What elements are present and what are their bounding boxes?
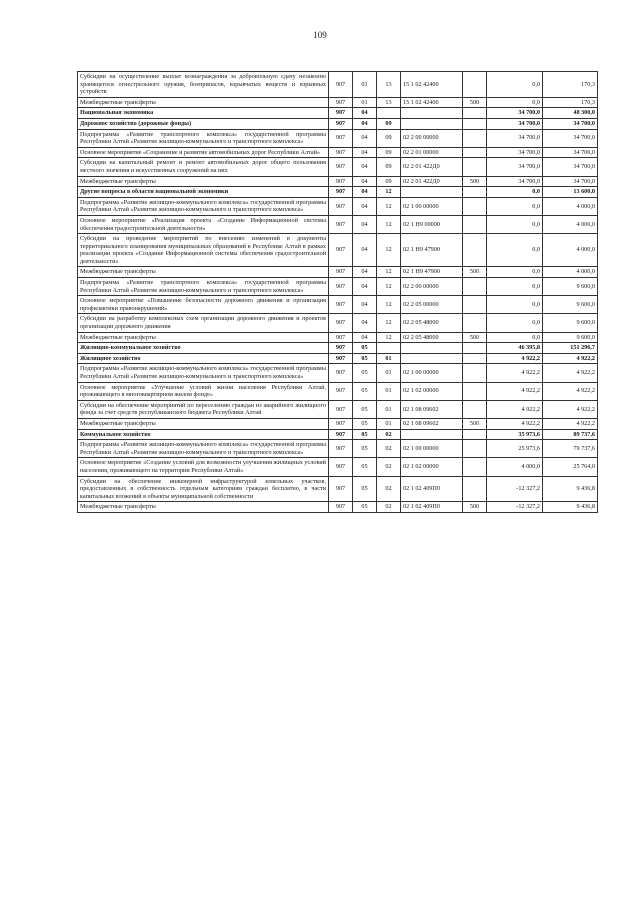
amount-year2-cell: 4 922,2 — [543, 400, 598, 418]
amount-year1-cell: 4 922,2 — [487, 382, 543, 400]
target-article-cell: 02 1 Н9 00000 — [401, 215, 463, 233]
ministry-code-cell: 907 — [329, 429, 353, 440]
subsection-code-cell: 09 — [377, 118, 401, 129]
section-code-cell: 05 — [353, 400, 377, 418]
subsection-code-cell — [377, 108, 401, 119]
amount-year2-cell: 9 600,0 — [543, 332, 598, 343]
section-code-cell: 05 — [353, 343, 377, 354]
amount-year2-cell: 4 000,0 — [543, 234, 598, 267]
amount-year2-cell: 34 700,0 — [543, 158, 598, 176]
ministry-code-cell: 907 — [329, 158, 353, 176]
target-article-cell: 02 2 01 422Д0 — [401, 158, 463, 176]
section-code-cell: 04 — [353, 278, 377, 296]
table-row — [78, 72, 598, 98]
table-row — [78, 187, 598, 198]
expense-name-cell: Межбюджетные трансферты — [78, 267, 329, 278]
subsection-code-cell: 12 — [377, 197, 401, 215]
amount-year1-cell: -12 327,2 — [487, 476, 543, 502]
subsection-code-cell: 01 — [377, 364, 401, 382]
table-row — [78, 129, 598, 147]
target-article-cell: 02 1 08 09602 — [401, 418, 463, 429]
target-article-cell: 02 1 02 409П0 — [401, 502, 463, 513]
section-code-cell: 04 — [353, 332, 377, 343]
amount-year1-cell: 34 700,0 — [487, 176, 543, 187]
ministry-code-cell: 907 — [329, 364, 353, 382]
expense-name-cell: Подпрограмма «Развитие жилищно-коммунального комплекса» государственной программы Республики Алтай «Развитие жилищно-коммунального и транспортного комплекса» — [78, 440, 329, 458]
amount-year1-cell: 4 922,2 — [487, 418, 543, 429]
section-code-cell: 04 — [353, 234, 377, 267]
amount-year1-cell: 0,0 — [487, 97, 543, 108]
amount-year1-cell: 0,0 — [487, 332, 543, 343]
table-row — [78, 296, 598, 314]
amount-year1-cell: 34 700,0 — [487, 129, 543, 147]
amount-year2-cell: 170,3 — [543, 72, 598, 98]
target-article-cell — [401, 187, 463, 198]
expense-name-cell: Подпрограмма «Развитие транспортного комплекса» государственной программы Республики Алтай «Развитие жилищно-коммунального и транспортного комплекса» — [78, 129, 329, 147]
expense-type-cell — [463, 458, 487, 476]
ministry-code-cell: 907 — [329, 458, 353, 476]
amount-year1-cell: 0,0 — [487, 296, 543, 314]
ministry-code-cell: 907 — [329, 118, 353, 129]
amount-year2-cell: 9 436,8 — [543, 502, 598, 513]
ministry-code-cell: 907 — [329, 278, 353, 296]
target-article-cell: 02 1 00 00000 — [401, 440, 463, 458]
target-article-cell: 02 2 05 48000 — [401, 332, 463, 343]
subsection-code-cell: 12 — [377, 234, 401, 267]
table-row — [78, 234, 598, 267]
table-row — [78, 97, 598, 108]
expense-name-cell: Субсидии на проведение мероприятий по внесению изменений в документы территориального планирования муниципальных образований в Республике Алтай в рамках реализации проекта «Создание Информационной системы обеспечения градостроительной деятельности» — [78, 234, 329, 267]
expense-name-cell: Основное мероприятие «Создание условий для возможности улучшения жилищных условий населения, проживающего на территории Республики Алтай» — [78, 458, 329, 476]
ministry-code-cell: 907 — [329, 418, 353, 429]
target-article-cell: 02 1 00 00000 — [401, 364, 463, 382]
amount-year2-cell: 4 000,0 — [543, 215, 598, 233]
expense-type-cell — [463, 215, 487, 233]
table-row — [78, 176, 598, 187]
table-row — [78, 440, 598, 458]
amount-year2-cell: 25 764,0 — [543, 458, 598, 476]
subsection-code-cell: 02 — [377, 476, 401, 502]
subsection-code-cell: 13 — [377, 72, 401, 98]
subsection-code-cell: 09 — [377, 129, 401, 147]
ministry-code-cell: 907 — [329, 197, 353, 215]
amount-year1-cell: 0,0 — [487, 314, 543, 332]
table-row — [78, 197, 598, 215]
section-code-cell: 04 — [353, 147, 377, 158]
ministry-code-cell: 907 — [329, 296, 353, 314]
target-article-cell: 02 1 02 00000 — [401, 458, 463, 476]
target-article-cell: 02 1 00 00000 — [401, 197, 463, 215]
target-article-cell — [401, 429, 463, 440]
section-code-cell: 05 — [353, 458, 377, 476]
amount-year2-cell: 4 922,2 — [543, 353, 598, 364]
table-row — [78, 215, 598, 233]
amount-year2-cell: 9 436,8 — [543, 476, 598, 502]
expense-name-cell: Межбюджетные трансферты — [78, 332, 329, 343]
section-code-cell: 05 — [353, 353, 377, 364]
amount-year1-cell: 4 922,2 — [487, 353, 543, 364]
table-row — [78, 267, 598, 278]
table-row — [78, 400, 598, 418]
subsection-code-cell: 12 — [377, 215, 401, 233]
ministry-code-cell: 907 — [329, 476, 353, 502]
section-code-cell: 05 — [353, 429, 377, 440]
section-code-cell: 05 — [353, 502, 377, 513]
section-code-cell: 04 — [353, 215, 377, 233]
expense-type-cell — [463, 108, 487, 119]
expense-name-cell: Субсидии на капитальный ремонт и ремонт автомобильных дорог общего пользования местного значения и искусственных сооружений на них — [78, 158, 329, 176]
amount-year2-cell: 89 737,6 — [543, 429, 598, 440]
expense-name-cell: Основное мероприятие «Реализация проекта «Создание Информационной системы обеспечения градостроительной деятельности» — [78, 215, 329, 233]
expense-name-cell: Основное мероприятие «Сохранение и развитие автомобильных дорог Республики Алтай» — [78, 147, 329, 158]
table-row — [78, 418, 598, 429]
amount-year1-cell: 4 922,2 — [487, 400, 543, 418]
target-article-cell: 02 2 00 00000 — [401, 129, 463, 147]
amount-year1-cell: 0,0 — [487, 187, 543, 198]
amount-year1-cell: 0,0 — [487, 215, 543, 233]
ministry-code-cell: 907 — [329, 267, 353, 278]
table-row — [78, 382, 598, 400]
amount-year2-cell: 48 300,0 — [543, 108, 598, 119]
subsection-code-cell: 01 — [377, 353, 401, 364]
ministry-code-cell: 907 — [329, 176, 353, 187]
subsection-code-cell: 13 — [377, 97, 401, 108]
section-code-cell: 05 — [353, 418, 377, 429]
section-code-cell: 01 — [353, 72, 377, 98]
section-code-cell: 04 — [353, 267, 377, 278]
target-article-cell: 02 1 Н9 47900 — [401, 267, 463, 278]
expense-name-cell: Межбюджетные трансферты — [78, 176, 329, 187]
expense-name-cell: Основное мероприятие «Улучшение условий жизни населения Республики Алтай, проживающего в многоквартирном жилом фонде» — [78, 382, 329, 400]
subsection-code-cell: 01 — [377, 382, 401, 400]
amount-year1-cell: 25 973,6 — [487, 440, 543, 458]
subsection-code-cell: 02 — [377, 429, 401, 440]
amount-year2-cell: 4 922,2 — [543, 382, 598, 400]
amount-year1-cell: 34 700,0 — [487, 118, 543, 129]
expense-name-cell: Жилищно-коммунальное хозяйство — [78, 343, 329, 354]
subsection-code-cell: 01 — [377, 418, 401, 429]
expense-type-cell: 500 — [463, 332, 487, 343]
amount-year2-cell: 4 922,2 — [543, 418, 598, 429]
section-code-cell: 05 — [353, 440, 377, 458]
subsection-code-cell — [377, 343, 401, 354]
amount-year1-cell: -12 327,2 — [487, 502, 543, 513]
section-code-cell: 05 — [353, 382, 377, 400]
table-row — [78, 158, 598, 176]
subsection-code-cell: 12 — [377, 187, 401, 198]
expense-type-cell: 500 — [463, 267, 487, 278]
target-article-cell — [401, 108, 463, 119]
section-code-cell: 04 — [353, 118, 377, 129]
expense-type-cell — [463, 382, 487, 400]
target-article-cell: 02 2 01 422Д0 — [401, 176, 463, 187]
expense-name-cell: Межбюджетные трансферты — [78, 97, 329, 108]
expense-type-cell — [463, 296, 487, 314]
target-article-cell: 02 2 05 00000 — [401, 296, 463, 314]
amount-year1-cell: 34 700,0 — [487, 108, 543, 119]
amount-year1-cell: 46 395,8 — [487, 343, 543, 354]
ministry-code-cell: 907 — [329, 108, 353, 119]
expense-name-cell: Подпрограмма «Развитие жилищно-коммунального комплекса» государственной программы Республики Алтай «Развитие жилищно-коммунального и транспортного комплекса» — [78, 364, 329, 382]
ministry-code-cell: 907 — [329, 147, 353, 158]
expense-type-cell — [463, 118, 487, 129]
expense-type-cell — [463, 197, 487, 215]
amount-year2-cell: 170,3 — [543, 97, 598, 108]
expense-type-cell: 500 — [463, 176, 487, 187]
expense-name-cell: Национальная экономика — [78, 108, 329, 119]
section-code-cell: 01 — [353, 97, 377, 108]
amount-year2-cell: 4 000,0 — [543, 197, 598, 215]
amount-year1-cell: 0,0 — [487, 234, 543, 267]
expense-type-cell — [463, 400, 487, 418]
subsection-code-cell: 09 — [377, 147, 401, 158]
amount-year2-cell: 9 600,0 — [543, 296, 598, 314]
section-code-cell: 04 — [353, 108, 377, 119]
target-article-cell: 02 1 08 09602 — [401, 400, 463, 418]
table-row — [78, 332, 598, 343]
expense-name-cell: Подпрограмма «Развитие жилищно-коммунального комплекса» государственной программы Республики Алтай «Развитие жилищно-коммунального и транспортного комплекса» — [78, 197, 329, 215]
subsection-code-cell: 12 — [377, 332, 401, 343]
table-row — [78, 147, 598, 158]
expense-name-cell: Дорожное хозяйство (дорожные фонды) — [78, 118, 329, 129]
expense-name-cell: Межбюджетные трансферты — [78, 502, 329, 513]
subsection-code-cell: 12 — [377, 296, 401, 314]
amount-year1-cell: 4 000,0 — [487, 458, 543, 476]
table-row — [78, 429, 598, 440]
expense-name-cell: Коммунальное хозяйство — [78, 429, 329, 440]
expense-type-cell — [463, 353, 487, 364]
subsection-code-cell: 09 — [377, 176, 401, 187]
expense-type-cell — [463, 129, 487, 147]
expense-type-cell — [463, 429, 487, 440]
amount-year1-cell: 0,0 — [487, 72, 543, 98]
target-article-cell — [401, 343, 463, 354]
target-article-cell: 02 1 Н9 47900 — [401, 234, 463, 267]
expense-name-cell: Основное мероприятие «Повышение безопасности дорожного движения и организация профилактики правонарушений» — [78, 296, 329, 314]
target-article-cell — [401, 118, 463, 129]
table-row — [78, 108, 598, 119]
ministry-code-cell: 907 — [329, 129, 353, 147]
amount-year1-cell: 34 700,0 — [487, 158, 543, 176]
amount-year2-cell: 34 700,0 — [543, 176, 598, 187]
amount-year2-cell: 151 296,7 — [543, 343, 598, 354]
table-row — [78, 353, 598, 364]
amount-year2-cell: 34 700,0 — [543, 147, 598, 158]
expense-name-cell: Субсидии на обеспечение мероприятий по переселению граждан из аварийного жилищного фонда за счет средств республиканского бюджета Республики Алтай — [78, 400, 329, 418]
amount-year1-cell: 0,0 — [487, 267, 543, 278]
expense-type-cell: 500 — [463, 502, 487, 513]
expense-type-cell: 500 — [463, 97, 487, 108]
target-article-cell: 02 2 05 48000 — [401, 314, 463, 332]
ministry-code-cell: 907 — [329, 343, 353, 354]
ministry-code-cell: 907 — [329, 314, 353, 332]
section-code-cell: 04 — [353, 187, 377, 198]
expense-name-cell: Жилищное хозяйство — [78, 353, 329, 364]
ministry-code-cell: 907 — [329, 187, 353, 198]
table-row — [78, 314, 598, 332]
target-article-cell: 02 2 01 00000 — [401, 147, 463, 158]
table-row — [78, 502, 598, 513]
table-row — [78, 278, 598, 296]
expense-type-cell: 500 — [463, 418, 487, 429]
table-row — [78, 364, 598, 382]
ministry-code-cell: 907 — [329, 72, 353, 98]
amount-year2-cell: 9 600,0 — [543, 314, 598, 332]
expense-name-cell: Подпрограмма «Развитие транспортного комплекса» государственной программы Республики Алтай «Развитие жилищно-коммунального и транспортного комплекса» — [78, 278, 329, 296]
target-article-cell: 02 1 02 00000 — [401, 382, 463, 400]
ministry-code-cell: 907 — [329, 382, 353, 400]
table-row — [78, 118, 598, 129]
ministry-code-cell: 907 — [329, 234, 353, 267]
expense-name-cell: Другие вопросы в области национальной экономики — [78, 187, 329, 198]
target-article-cell: 15 1 02 42400 — [401, 72, 463, 98]
expense-type-cell — [463, 234, 487, 267]
target-article-cell: 02 1 02 409П0 — [401, 476, 463, 502]
subsection-code-cell: 09 — [377, 158, 401, 176]
target-article-cell: 02 2 00 00000 — [401, 278, 463, 296]
amount-year2-cell: 34 700,0 — [543, 118, 598, 129]
section-code-cell: 05 — [353, 476, 377, 502]
amount-year2-cell: 79 737,6 — [543, 440, 598, 458]
table-row — [78, 476, 598, 502]
subsection-code-cell: 12 — [377, 314, 401, 332]
ministry-code-cell: 907 — [329, 97, 353, 108]
amount-year1-cell: 4 922,2 — [487, 364, 543, 382]
ministry-code-cell: 907 — [329, 215, 353, 233]
expense-name-cell: Субсидии на обеспечение инженерной инфраструктурой земельных участков, предоставленных в собственность отдельным категориям граждан бесплатно, в части капитальных вложений в объекты муниципальной собственности — [78, 476, 329, 502]
section-code-cell: 04 — [353, 296, 377, 314]
expense-type-cell — [463, 364, 487, 382]
expense-type-cell — [463, 187, 487, 198]
amount-year2-cell: 34 700,0 — [543, 129, 598, 147]
section-code-cell: 04 — [353, 314, 377, 332]
amount-year1-cell: 34 700,0 — [487, 147, 543, 158]
amount-year1-cell: 0,0 — [487, 197, 543, 215]
amount-year1-cell: 0,0 — [487, 278, 543, 296]
expense-name-cell: Субсидии на осуществление выплат вознаграждения за добровольную сдачу незаконно хранящегося огнестрельного оружия, боеприпасов, взрывчатых веществ и взрывных устройств — [78, 72, 329, 98]
expense-name-cell: Субсидии на разработку комплексных схем организации дорожного движения и проектов организации дорожного движения — [78, 314, 329, 332]
ministry-code-cell: 907 — [329, 440, 353, 458]
expense-name-cell: Межбюджетные трансферты — [78, 418, 329, 429]
table-row — [78, 343, 598, 354]
table-row — [78, 458, 598, 476]
expense-type-cell — [463, 314, 487, 332]
expense-type-cell — [463, 476, 487, 502]
expense-type-cell — [463, 158, 487, 176]
section-code-cell: 05 — [353, 364, 377, 382]
target-article-cell: 15 1 02 42400 — [401, 97, 463, 108]
expense-type-cell — [463, 440, 487, 458]
subsection-code-cell: 02 — [377, 458, 401, 476]
ministry-code-cell: 907 — [329, 400, 353, 418]
section-code-cell: 04 — [353, 129, 377, 147]
amount-year1-cell: 35 973,6 — [487, 429, 543, 440]
subsection-code-cell: 01 — [377, 400, 401, 418]
amount-year2-cell: 4 000,0 — [543, 267, 598, 278]
section-code-cell: 04 — [353, 176, 377, 187]
page-number: 109 — [313, 30, 327, 40]
expense-type-cell — [463, 343, 487, 354]
expense-type-cell — [463, 278, 487, 296]
section-code-cell: 04 — [353, 197, 377, 215]
amount-year2-cell: 4 922,2 — [543, 364, 598, 382]
section-code-cell: 04 — [353, 158, 377, 176]
subsection-code-cell: 02 — [377, 502, 401, 513]
amount-year2-cell: 13 600,0 — [543, 187, 598, 198]
ministry-code-cell: 907 — [329, 332, 353, 343]
expense-type-cell — [463, 147, 487, 158]
ministry-code-cell: 907 — [329, 353, 353, 364]
subsection-code-cell: 12 — [377, 267, 401, 278]
subsection-code-cell: 02 — [377, 440, 401, 458]
expense-type-cell — [463, 72, 487, 98]
target-article-cell — [401, 353, 463, 364]
ministry-code-cell: 907 — [329, 502, 353, 513]
subsection-code-cell: 12 — [377, 278, 401, 296]
amount-year2-cell: 9 600,0 — [543, 278, 598, 296]
budget-table — [77, 71, 598, 513]
